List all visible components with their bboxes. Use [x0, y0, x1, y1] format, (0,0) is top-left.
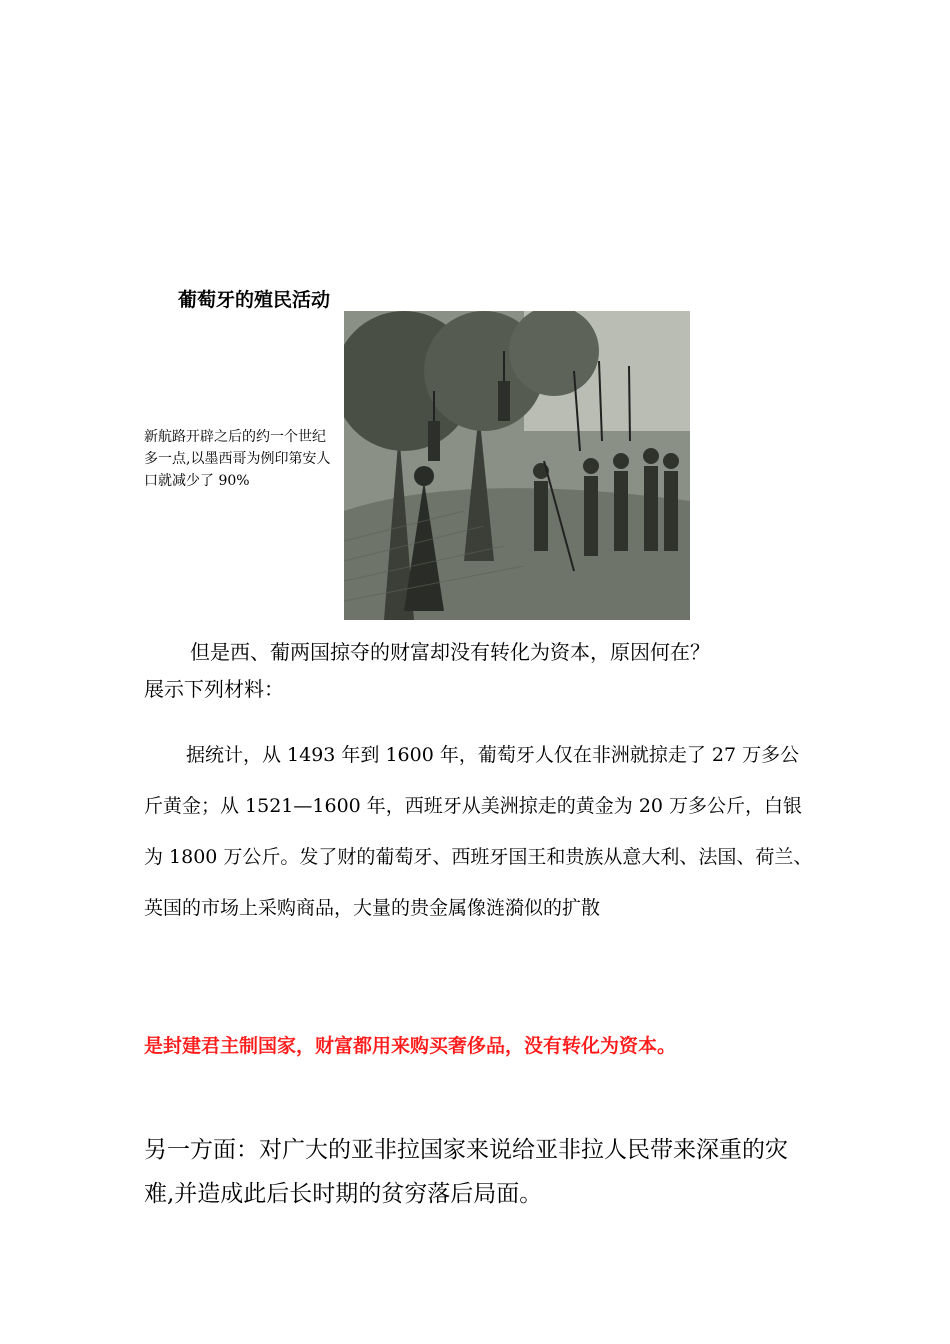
show-materials-text: 展示下列材料：	[144, 677, 284, 701]
material-paragraph: 据统计，从 1493 年到 1600 年，葡萄牙人仅在非洲就掠走了 27 万多公斤黄金；从 1521—1600 年，西班牙从美洲掠走的黄金为 20 万多公斤，白银为 1800 万公斤。发了财的葡萄牙、西班牙国王和贵族从意大利、法国、荷兰、英国的市场上采购商品，大量的贵金属像涟漪似的扩散	[144, 744, 813, 919]
figure-title: 葡萄牙的殖民活动	[178, 289, 331, 311]
question-paragraph	[144, 634, 814, 708]
engraving-colonial-scene-icon	[344, 311, 690, 620]
colonial-engraving-image	[344, 311, 690, 620]
figure-side-caption: 新航路开辟之后的约一个世纪多一点,以墨西哥为例印第安人口就减少了 90%	[144, 429, 331, 489]
answer-text: 是封建君主制国家，财富都用来购买奢侈品，没有转化为资本。	[144, 1035, 677, 1057]
question-text: 但是西、葡两国掠夺的财富却没有转化为资本，原因何在？	[190, 640, 710, 664]
other-aspect-paragraph: 另一方面：对广大的亚非拉国家来说给亚非拉人民带来深重的灾难,并造成此后长时期的贫穷落后局面。	[144, 1137, 788, 1207]
